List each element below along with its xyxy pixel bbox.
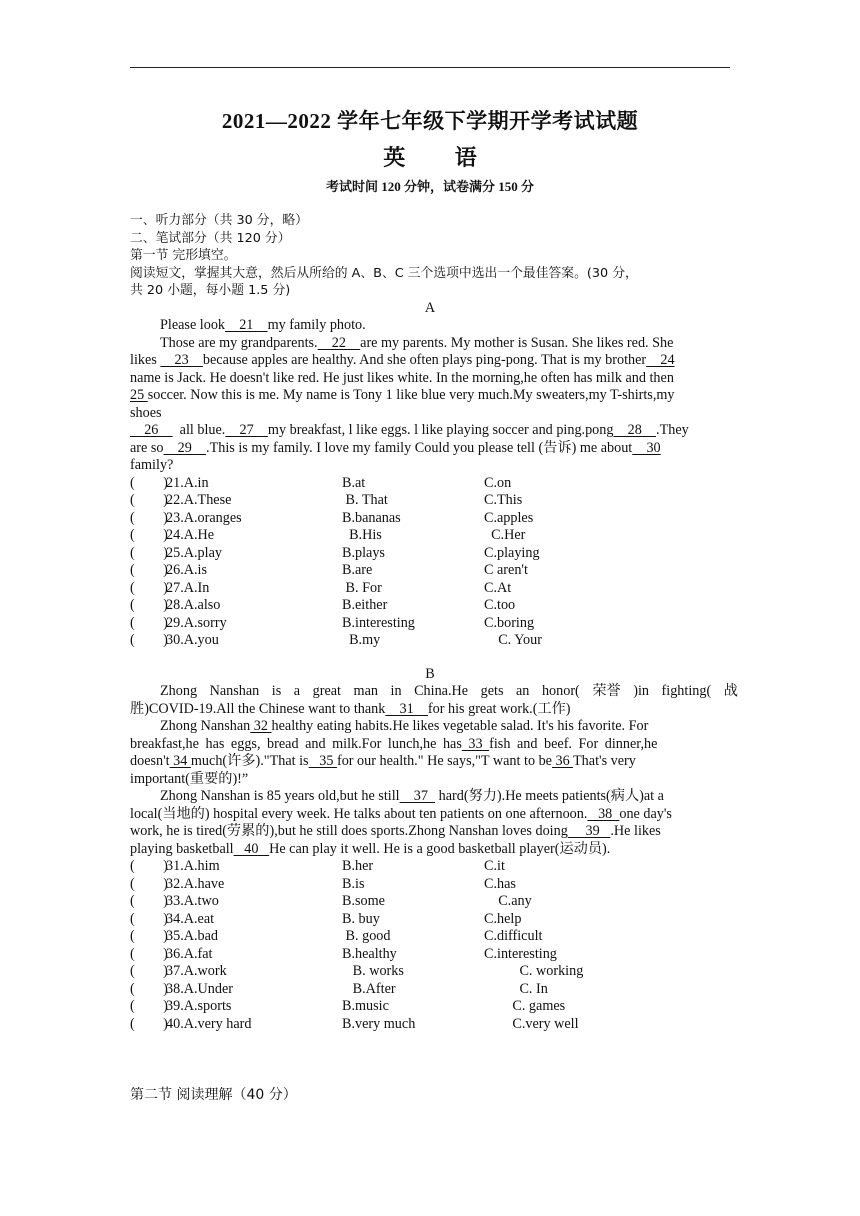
instructions-line1: 阅读短文，掌握其大意，然后从所给的 A、B、C 三个选项中选出一个最佳答案。(30 分， bbox=[130, 265, 638, 281]
option-a: 38.A.Under bbox=[166, 980, 233, 997]
option-b: B. good bbox=[342, 928, 391, 944]
option-b: B. For bbox=[342, 579, 382, 596]
blank-24: 24 bbox=[646, 352, 675, 368]
writing-section: 二、笔试部分（共 120 分） bbox=[130, 230, 291, 246]
passage-b-line: playing basketball 40 He can play it well. He is a good basketball player(运动员). bbox=[130, 840, 611, 857]
passage-b-line: doesn't 34 much(许多)."That is 35 for our health." He says,"T want to be 36 That's very bbox=[130, 753, 636, 769]
question-row bbox=[130, 946, 730, 964]
blank-26: 26 bbox=[130, 422, 173, 438]
option-c: C.it bbox=[484, 858, 505, 874]
exam-body bbox=[130, 212, 738, 1033]
option-a: 32.A.have bbox=[166, 875, 225, 892]
blank-33: 33 bbox=[461, 735, 490, 752]
blank-35: 35 bbox=[308, 753, 337, 769]
answer-bracket: ( ) bbox=[130, 579, 168, 596]
option-c: C.very well bbox=[484, 1015, 579, 1032]
option-b: B.at bbox=[342, 474, 366, 491]
answer-bracket: ( ) bbox=[130, 474, 168, 491]
answer-bracket: ( ) bbox=[130, 998, 168, 1014]
option-a: 34.A.eat bbox=[166, 910, 215, 927]
option-b: B.her bbox=[342, 858, 374, 874]
passage-b-line: important(重要的)!” bbox=[130, 770, 249, 787]
option-a: 25.A.play bbox=[166, 544, 222, 561]
passage-b-label: B bbox=[425, 665, 435, 682]
blank-27: 27 bbox=[225, 422, 268, 438]
option-c: C.playing bbox=[484, 544, 540, 561]
question-row bbox=[130, 597, 730, 615]
option-a: 37.A.work bbox=[166, 963, 227, 979]
blank-34: 34 bbox=[169, 753, 191, 769]
option-a: 23.A.oranges bbox=[166, 509, 242, 526]
question-row bbox=[130, 527, 730, 545]
passage-a-line: are so 29 .This is my family. I love my family Could you please tell (告诉) me about 30 bbox=[130, 439, 661, 456]
option-b: B.interesting bbox=[342, 614, 415, 631]
passage-b-line: 胜)COVID-19.All the Chinese want to thank 31 for his great work.(工作) bbox=[130, 700, 571, 717]
answer-bracket: ( ) bbox=[130, 928, 168, 944]
question-row bbox=[130, 510, 730, 528]
question-row bbox=[130, 858, 730, 876]
question-row bbox=[130, 911, 730, 929]
option-c: C.At bbox=[484, 579, 512, 596]
option-b: B.is bbox=[342, 875, 365, 892]
option-c: C.difficult bbox=[484, 928, 543, 944]
option-b: B.very much bbox=[342, 1015, 416, 1032]
option-b: B. works bbox=[342, 963, 404, 979]
option-a: 39.A.sports bbox=[166, 998, 232, 1014]
answer-bracket: ( ) bbox=[130, 509, 168, 526]
answer-bracket: ( ) bbox=[130, 980, 168, 997]
option-c: C.interesting bbox=[484, 945, 557, 962]
question-row bbox=[130, 998, 730, 1016]
option-a: 35.A.bad bbox=[166, 928, 219, 944]
option-c: C.This bbox=[484, 492, 523, 508]
question-row bbox=[130, 562, 730, 580]
blank-39: 39 bbox=[567, 823, 611, 839]
option-a: 27.A.In bbox=[166, 579, 210, 596]
blank-23: 23 bbox=[160, 352, 203, 368]
option-a: 22.A.These bbox=[166, 492, 232, 508]
option-c: C. working bbox=[484, 963, 584, 979]
subject-title: 英 语 bbox=[383, 145, 499, 170]
instructions-line2: 共 20 小题，每小题 1.5 分) bbox=[130, 283, 291, 298]
blank-37: 37 bbox=[399, 788, 436, 804]
passage-a-label: A bbox=[424, 299, 436, 316]
question-row bbox=[130, 545, 730, 563]
passage-a-line: shoes bbox=[130, 404, 162, 421]
question-row bbox=[130, 492, 730, 510]
blank-25: 25 bbox=[130, 387, 148, 403]
option-b: B.bananas bbox=[342, 509, 401, 526]
blank-32: 32 bbox=[250, 718, 272, 734]
exam-info: 考试时间 120 分钟，试卷满分 150 分 bbox=[325, 179, 534, 194]
blank-28: 28 bbox=[613, 422, 657, 438]
question-row bbox=[130, 928, 730, 946]
option-c: C.any bbox=[484, 893, 532, 909]
passage-b-line: breakfast,he has eggs, bread and milk.For lunch,he has 33 fish and beef. For dinner,he bbox=[130, 735, 658, 752]
option-b: B.After bbox=[342, 980, 396, 997]
option-c: C. Your bbox=[484, 632, 542, 648]
option-c: C.apples bbox=[484, 509, 534, 526]
passage-b-line: Zhong Nanshan 32 healthy eating habits.He likes vegetable salad. It's his favorite. For bbox=[160, 718, 649, 734]
option-b: B.His bbox=[342, 527, 382, 543]
option-a: 40.A.very hard bbox=[166, 1015, 252, 1032]
option-c: C. games bbox=[484, 998, 566, 1014]
option-c: C.has bbox=[484, 875, 516, 892]
option-c: C.Her bbox=[484, 527, 526, 543]
passage-b-line: work, he is tired(劳累的),but he still does sports.Zhong Nanshan loves doing 39 .He likes bbox=[130, 823, 661, 839]
option-a: 24.A.He bbox=[166, 527, 215, 543]
blank-30: 30 bbox=[632, 439, 661, 456]
answer-bracket: ( ) bbox=[130, 632, 168, 648]
answer-bracket: ( ) bbox=[130, 562, 168, 578]
passage-a-line: Please look 21 my family photo. bbox=[160, 317, 366, 333]
answer-bracket: ( ) bbox=[130, 858, 168, 874]
answer-bracket: ( ) bbox=[130, 597, 168, 613]
option-a: 29.A.sorry bbox=[166, 614, 227, 631]
answer-bracket: ( ) bbox=[130, 893, 168, 909]
question-row bbox=[130, 893, 730, 911]
option-a: 28.A.also bbox=[166, 597, 221, 613]
passage-a-line: 25 soccer. Now this is me. My name is Tony 1 like blue very much.My sweaters,my T-shirts,my bbox=[130, 387, 675, 403]
option-b: B.my bbox=[342, 632, 381, 648]
passage-a-line: name is Jack. He doesn't like red. He just likes white. In the morning,he often has milk and then bbox=[130, 369, 674, 386]
answer-bracket: ( ) bbox=[130, 527, 168, 543]
question-row bbox=[130, 632, 730, 650]
passage-b-line: local(当地的) hospital every week. He talks about ten patients on one afternoon. 38 one day's bbox=[130, 805, 672, 822]
option-c: C.on bbox=[484, 474, 512, 491]
questions-b bbox=[130, 858, 730, 1033]
question-row bbox=[130, 963, 730, 981]
blank-31: 31 bbox=[385, 700, 428, 717]
answer-bracket: ( ) bbox=[130, 945, 168, 962]
option-b: B.either bbox=[342, 597, 388, 613]
blank-29: 29 bbox=[163, 439, 207, 456]
option-b: B.music bbox=[342, 998, 389, 1014]
question-row bbox=[130, 876, 730, 894]
option-b: B. That bbox=[342, 492, 388, 508]
passage-b-line: Zhong Nanshan is 85 years old,but he still 37 hard(努力).He meets patients(病人)at a bbox=[160, 788, 664, 804]
option-b: B. buy bbox=[342, 910, 380, 927]
option-c: C.boring bbox=[484, 614, 535, 631]
questions-a bbox=[130, 475, 730, 650]
question-row bbox=[130, 580, 730, 598]
answer-bracket: ( ) bbox=[130, 875, 168, 892]
passage-a-line: family? bbox=[130, 457, 174, 473]
answer-bracket: ( ) bbox=[130, 492, 168, 508]
header-rule bbox=[130, 67, 730, 68]
passage-a-line: likes 23 because apples are healthy. And she often plays ping-pong. That is my brother 24 bbox=[130, 352, 675, 368]
blank-38: 38 bbox=[587, 805, 620, 822]
blank-22: 22 bbox=[317, 334, 361, 351]
option-a: 36.A.fat bbox=[166, 945, 213, 962]
blank-36: 36 bbox=[551, 753, 574, 769]
passage-b-line: Zhong Nanshan is a great man in China.He gets an honor( 荣誉 )in fighting( 战 bbox=[160, 683, 738, 699]
option-b: B.plays bbox=[342, 544, 385, 561]
answer-bracket: ( ) bbox=[130, 544, 168, 561]
part1-title: 第一节 完形填空。 bbox=[130, 248, 237, 263]
option-b: B.healthy bbox=[342, 945, 397, 962]
answer-bracket: ( ) bbox=[130, 963, 168, 979]
option-c: C aren't bbox=[484, 562, 528, 578]
question-row bbox=[130, 1016, 730, 1034]
blank-40: 40 bbox=[233, 840, 270, 857]
answer-bracket: ( ) bbox=[130, 1015, 168, 1032]
question-row bbox=[130, 475, 730, 493]
option-a: 21.A.in bbox=[166, 474, 209, 491]
listening-section: 一、听力部分（共 30 分，略） bbox=[130, 213, 308, 228]
option-b: B.are bbox=[342, 562, 373, 578]
question-row bbox=[130, 615, 730, 633]
blank-21: 21 bbox=[225, 317, 268, 333]
passage-a-line: Those are my grandparents. 22 are my parents. My mother is Susan. She likes red. She bbox=[160, 334, 674, 351]
option-c: C.too bbox=[484, 597, 516, 613]
option-a: 30.A.you bbox=[166, 632, 219, 648]
option-b: B.some bbox=[342, 893, 385, 909]
option-c: C.help bbox=[484, 910, 522, 927]
option-a: 31.A.him bbox=[166, 858, 220, 874]
answer-bracket: ( ) bbox=[130, 910, 168, 927]
part2-title: 第二节 阅读理解（40 分） bbox=[130, 1087, 297, 1103]
question-row bbox=[130, 981, 730, 999]
option-a: 33.A.two bbox=[166, 893, 219, 909]
option-c: C. In bbox=[484, 980, 548, 997]
option-a: 26.A.is bbox=[166, 562, 207, 578]
exam-title: 2021—2022 学年七年级下学期开学考试试题 bbox=[221, 109, 639, 133]
passage-a-line: 26 all blue. 27 my breakfast, l like eggs. l like playing soccer and ping.pong 28 .They bbox=[130, 422, 689, 438]
answer-bracket: ( ) bbox=[130, 614, 168, 631]
